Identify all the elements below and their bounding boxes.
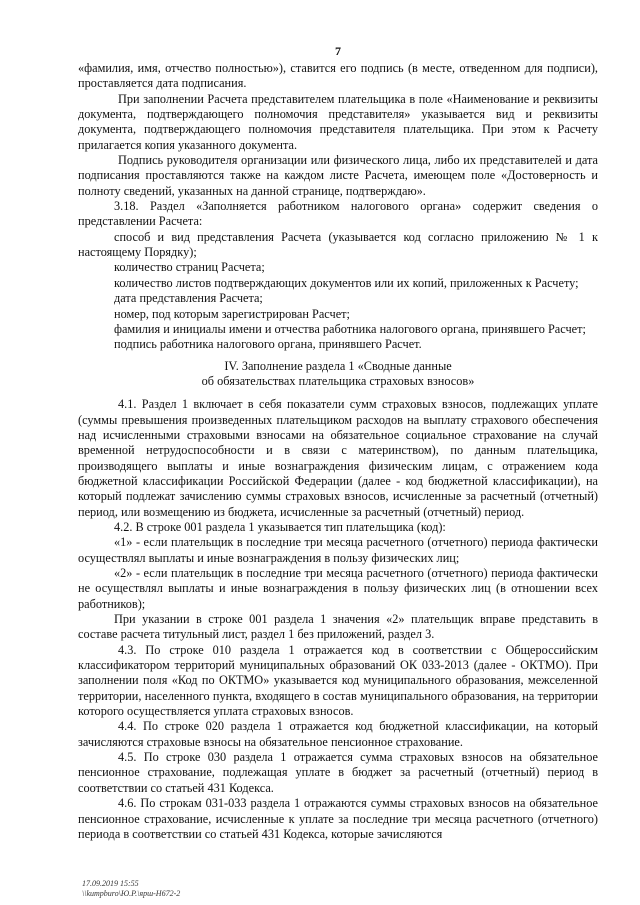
list-item-sheets: количество листов подтверждающих документов или их копий, приложенных к Расчету; [114, 275, 579, 290]
paragraph-code-1: «1» - если плательщик в последние три месяца расчетного (отчетного) периода фактически осуществлял выплаты и иные вознаграждения в пользу физических лиц; [78, 535, 598, 565]
paragraph-code-2: «2» - если плательщик в последние три месяца расчетного (отчетного) периода фактически не осуществлял выплаты и иные вознаграждения в пользу физических лиц (в отношении всех работников); [78, 566, 598, 611]
paragraph-4-1: 4.1. Раздел 1 включает в себя показатели сумм страховых взносов, подлежащих уплате (суммы превышения произведенных плательщиком расходов на выплату страхового обеспечения над исчисленными страховыми взносами на обязательное социальное страхование на случай временной нетрудоспособности и в связи с материнством), по данным плательщика, производящего выплаты и иные вознаграждения физическим лицам, с отражением кода бюджетной классификации Российской Федерации (далее - код бюджетной классификации), на который подлежат зачислению суммы страховых взносов, исчисленные за расчетный (отчетный) период, или возмещению из бюджета, исчисленные за расчетный (отчетный) период. [78, 397, 598, 519]
paragraph-4-6: 4.6. По строкам 031-033 раздела 1 отражаются суммы страховых взносов на обязательное пенсионное страхование, исчисленные к уплате за последние три месяца расчетного (отчетного) периода в соответствии со статьей 431 Кодекса, которые зачисляются [78, 796, 598, 841]
paragraph-3-18: 3.18. Раздел «Заполняется работником налогового органа» содержит сведения о представлении Расчета: [78, 199, 598, 229]
list-item-date: дата представления Расчета; [114, 291, 263, 306]
paragraph-4-4: 4.4. По строке 020 раздела 1 отражается код бюджетной классификации, на который зачисляются страховые взносы на обязательное пенсионное страхование. [78, 719, 598, 749]
section-heading-line-1: IV. Заполнение раздела 1 «Сводные данные [224, 358, 452, 373]
paragraph-signature-each-sheet: Подпись руководителя организации или физического лица, либо их представителей и дата подписания проставляются также на каждом листе Расчета, имеющем поле «Достоверность и полноту сведений, указанных на данной странице, подтверждаю». [78, 153, 598, 198]
paragraph-4-2: 4.2. В строке 001 раздела 1 указывается тип плательщика (код): [114, 519, 446, 534]
section-heading-line-2: об обязательствах плательщика страховых взносов» [201, 373, 475, 388]
print-footer [82, 879, 180, 899]
paragraph-signature-text: «фамилия, имя, отчество полностью»), ставится его подпись (в месте, отведенном для подписи), проставляется дата подписания. [78, 61, 598, 91]
list-item-pages: количество страниц Расчета; [114, 260, 265, 275]
list-item-officer-signature: подпись работника налогового органа, принявшего Расчет. [114, 337, 422, 352]
section-heading [78, 359, 598, 390]
page-number: 7 [335, 44, 341, 58]
footer-date: 17.09.2019 15:55 [82, 879, 139, 888]
paragraph-4-5: 4.5. По строке 030 раздела 1 отражается сумма страховых взносов на обязательное пенсионное страхование, подлежащая уплате в бюджет за расчетный (отчетный) период в соответствии со статьей 431 Кодекса. [78, 750, 598, 795]
footer-path: \\kumpburo\Ю.Р.\ярш-Н672-2 [82, 889, 181, 898]
paragraph-4-3: 4.3. По строке 010 раздела 1 отражается код в соответствии с Общероссийским классификатором территорий муниципальных образований ОК 033-2013 (далее - ОКТМО). При заполнении поля «Код по ОКТМО» указывается код муниципального образования, межселенной территории, населенного пункта, входящего в состав муниципального образования, на территории которого осуществляется уплата страховых взносов. [78, 642, 598, 719]
paragraph-representative: При заполнении Расчета представителем плательщика в поле «Наименование и реквизиты документа, подтверждающего полномочия представителя» указывается вид и реквизиты документа, подтверждающего полномочия представителя плательщика. При этом к Расчету прилагается копия указанного документа. [78, 91, 598, 152]
list-item-officer-name: фамилия и инициалы имени и отчества работника налогового органа, принявшего Расчет; [114, 321, 586, 336]
list-item-method: способ и вид представления Расчета (указывается код согласно приложению № 1 к настоящему Порядку); [78, 229, 598, 260]
list-item-number: номер, под которым зарегистрирован Расчет; [114, 306, 350, 321]
paragraph-code-2-note: При указании в строке 001 раздела 1 значения «2» плательщик вправе представить в составе расчета титульный лист, раздел 1 без приложений, раздел 3. [78, 612, 598, 642]
